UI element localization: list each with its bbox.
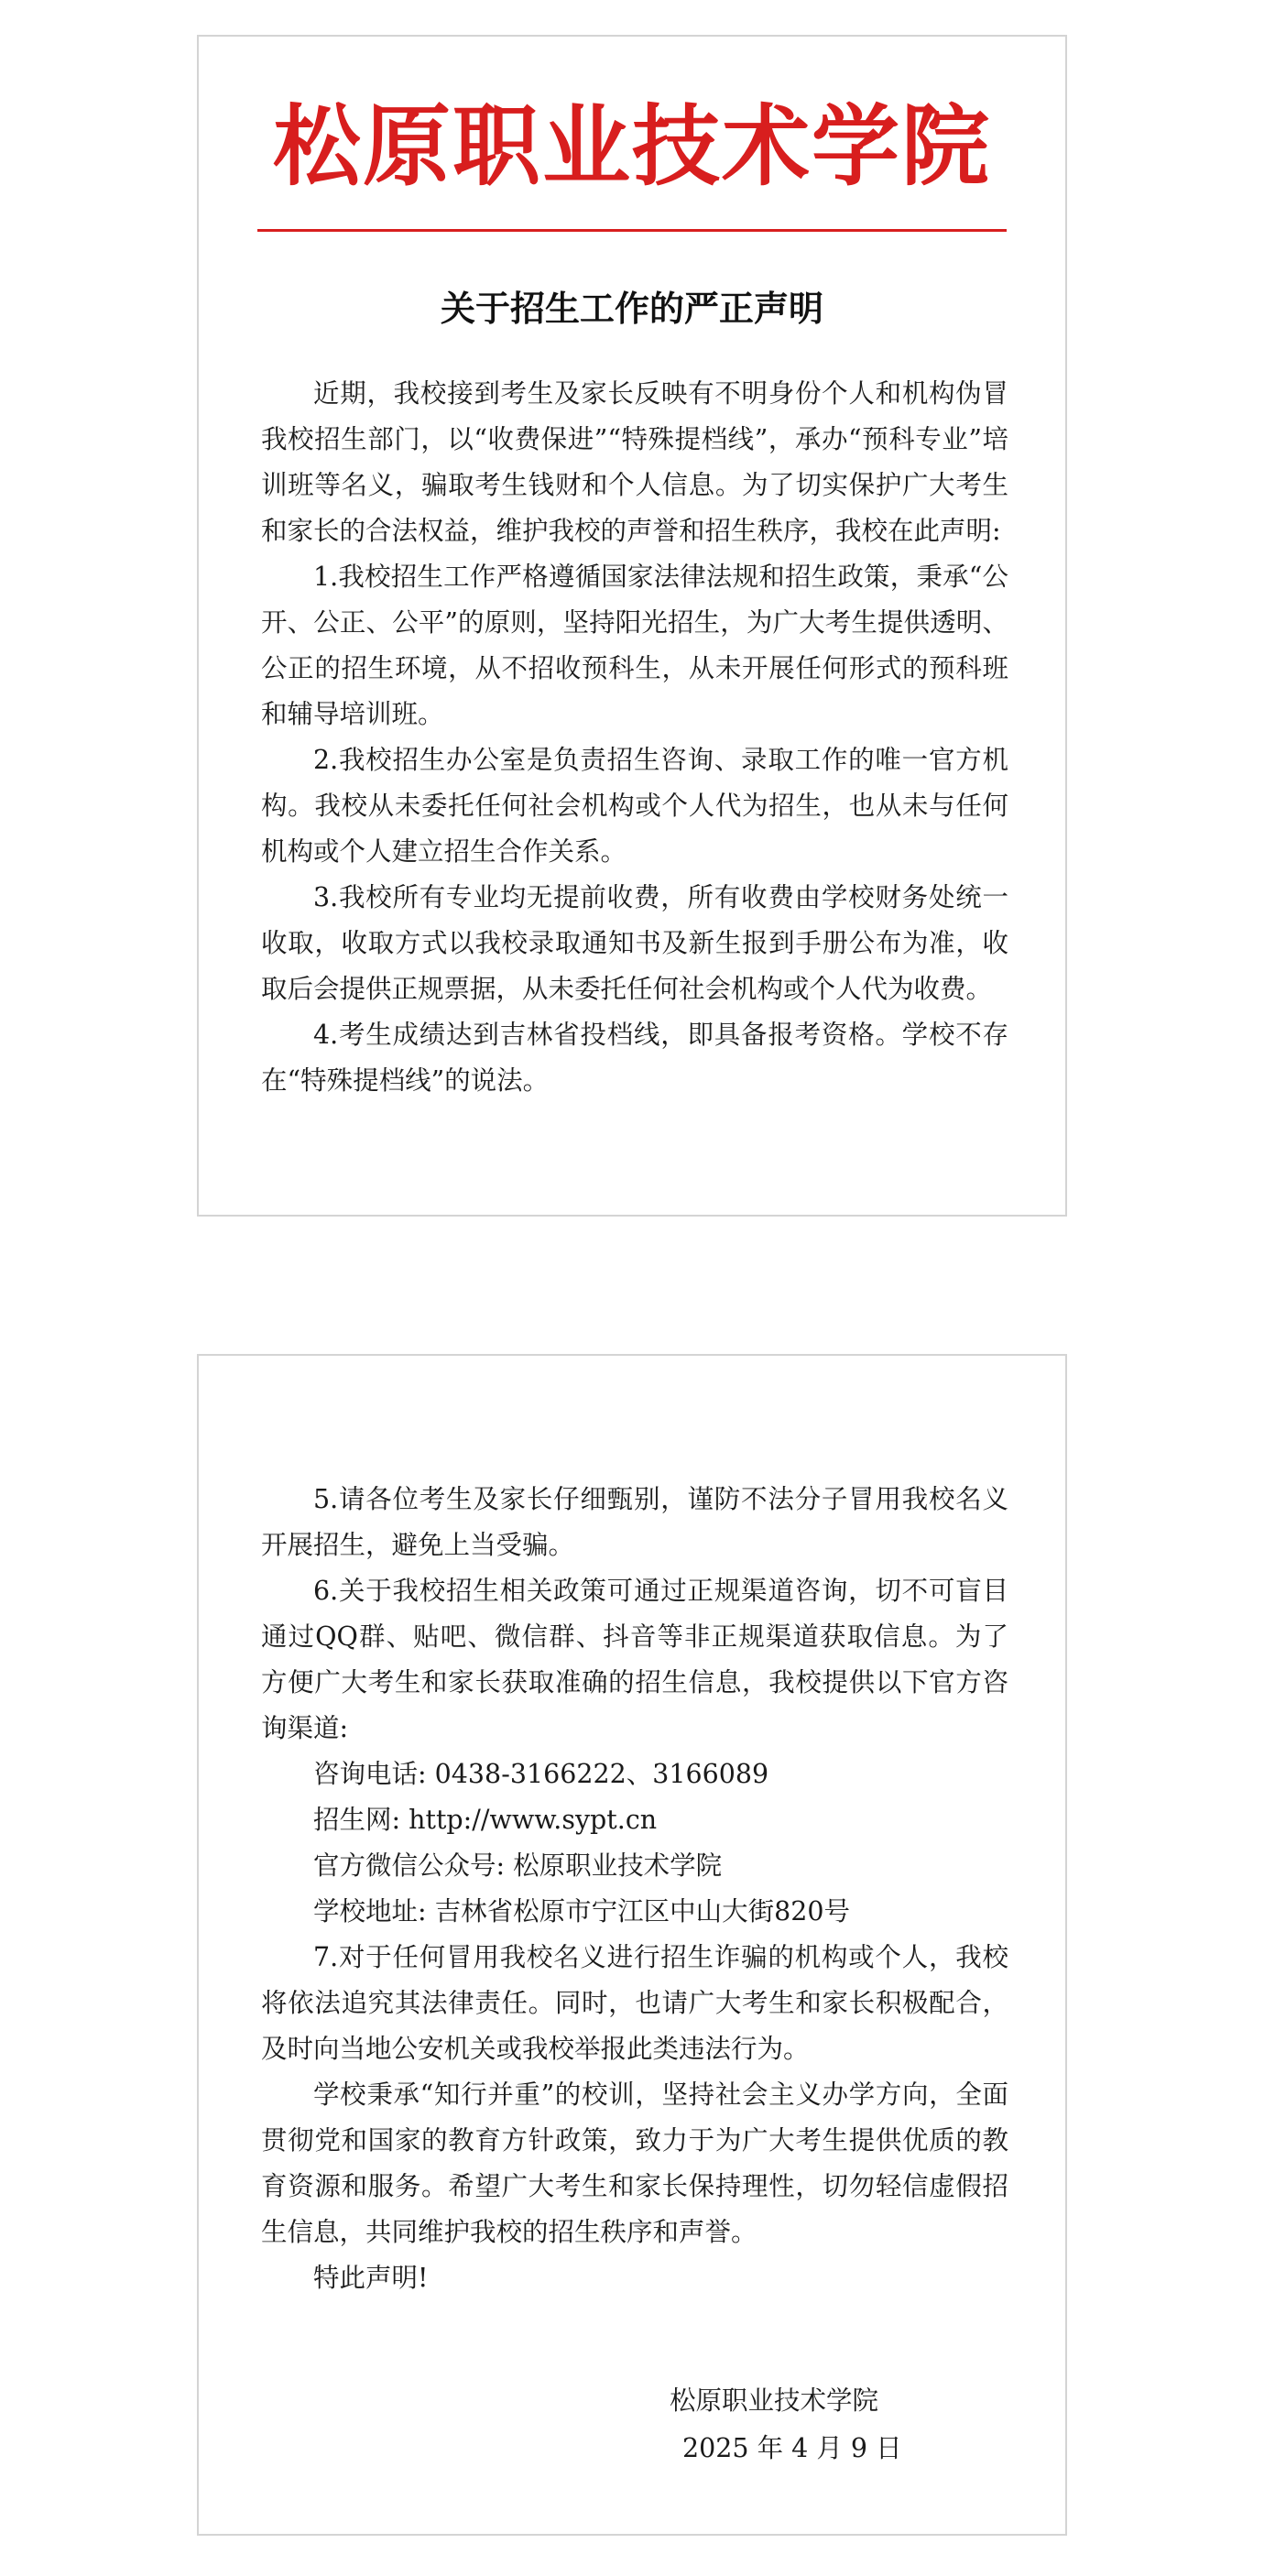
contact-address: 学校地址: 吉林省松原市宁江区中山大街820号 xyxy=(313,1896,851,1927)
document-page-1 xyxy=(197,35,1067,1217)
contact-wechat: 官方微信公众号: 松原职业技术学院 xyxy=(313,1850,723,1881)
signature-block xyxy=(199,2377,1069,2472)
clause-6: 6.关于我校招生相关政策可通过正规渠道咨询，切不可盲目通过QQ群、贴吧、微信群、抖音等非正规渠道获取信息。为了方便广大考生和家长获取准确的招生信息，我校提供以下官方咨询渠道: xyxy=(261,1576,1008,1743)
letterhead-title: 松原职业技术学院 xyxy=(273,95,991,198)
contact-website: 招生网: http://www.sypt.cn xyxy=(313,1805,658,1835)
clause-2: 2.我校招生办公室是负责招生咨询、录取工作的唯一官方机构。我校从未委托任何社会机构或个人代为招生，也从未与任何机构或个人建立招生合作关系。 xyxy=(261,745,1008,867)
clause-4: 4.考生成绩达到吉林省投档线，即具备报考资格。学校不存在“特殊提档线”的说法。 xyxy=(261,1020,1008,1096)
letterhead-rule xyxy=(257,229,1007,232)
signature-issuer: 松原职业技术学院 xyxy=(670,2385,879,2416)
intro-paragraph: 近期，我校接到考生及家长反映有不明身份个人和机构伪冒我校招生部门，以“收费保进”“特殊提档线”，承办“预科专业”培训班等名义，骗取考生钱财和个人信息。为了切实保护广大考生和家长的合法权益，维护我校的声誉和招生秩序，我校在此声明: xyxy=(261,378,1008,546)
notice-body-page-1 xyxy=(261,371,1008,1104)
clause-7: 7.对于任何冒用我校名义进行招生诈骗的机构或个人，我校将依法追究其法律责任。同时，也请广大考生和家长积极配合，及时向当地公安机关或我校举报此类违法行为。 xyxy=(261,1942,1008,2064)
contact-phone: 咨询电话: 0438-3166222、3166089 xyxy=(313,1759,769,1789)
clause-5: 5.请各位考生及家长仔细甄别，谨防不法分子冒用我校名义开展招生，避免上当受骗。 xyxy=(261,1484,1008,1560)
closing-paragraph: 学校秉承“知行并重”的校训，坚持社会主义办学方向，全面贯彻党和国家的教育方针政策，致力于为广大考生提供优质的教育资源和服务。希望广大考生和家长保持理性，切勿轻信虚假招生信息，共同维护我校的招生秩序和声誉。 xyxy=(261,2079,1008,2247)
notice-title: 关于招生工作的严正声明 xyxy=(440,288,823,329)
document-page-2 xyxy=(197,1354,1067,2536)
notice-body-page-2 xyxy=(261,1477,1008,2301)
clause-3: 3.我校所有专业均无提前收费，所有收费由学校财务处统一收取，收取方式以我校录取通知书及新生报到手册公布为准，收取后会提供正规票据，从未委托任何社会机构或个人代为收费。 xyxy=(261,882,1008,1004)
clause-1: 1.我校招生工作严格遵循国家法律法规和招生政策，秉承“公开、公正、公平”的原则，坚持阳光招生，为广大考生提供透明、公正的招生环境，从不招收预科生，从未开展任何形式的预科班和辅导培训班。 xyxy=(261,562,1008,729)
signature-date: 2025 年 4 月 9 日 xyxy=(682,2433,902,2463)
declaration-closing: 特此声明! xyxy=(313,2263,429,2293)
